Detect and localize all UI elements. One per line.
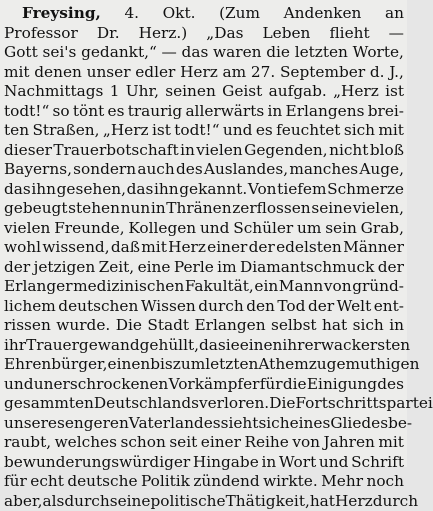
- article-word: gebeugt: [4, 199, 67, 219]
- article-word: unser: [87, 63, 131, 83]
- article-word: lichem: [4, 297, 56, 317]
- article-word: Wissen: [141, 297, 196, 317]
- article-word: bloß: [370, 141, 404, 161]
- article-word: Zeit,: [99, 258, 135, 278]
- article-word: Jahren: [324, 433, 375, 453]
- article-word: waren: [213, 43, 261, 63]
- article-word: der: [4, 258, 30, 278]
- article-word: ein: [254, 277, 278, 297]
- article-word: echt: [30, 472, 64, 492]
- article-word: manches: [289, 160, 358, 180]
- article-word: Freysing,: [4, 4, 101, 24]
- article-word: gründ-: [352, 277, 404, 297]
- article-word: Grab,: [361, 219, 404, 239]
- article-word: September: [280, 63, 365, 83]
- article-word: einen: [108, 355, 151, 375]
- article-word: wissend,: [42, 238, 109, 258]
- article-word: der: [308, 297, 334, 317]
- article-word: eines: [290, 414, 331, 434]
- article-word: be-: [388, 414, 412, 434]
- article-line: [4, 453, 404, 473]
- article-word: deutschen: [58, 297, 138, 317]
- article-word: die: [283, 375, 307, 395]
- article-word: in: [389, 316, 404, 336]
- article-word: unerschrockenen: [34, 375, 169, 395]
- article-word: sei's: [42, 43, 76, 63]
- article-word: sein: [325, 219, 357, 239]
- article-word: Freunde,: [54, 219, 124, 239]
- article-word: Herz.): [139, 24, 188, 44]
- article-word: eine: [138, 258, 171, 278]
- article-word: Schüler: [233, 219, 293, 239]
- article-word: bewunderungswürdiger: [4, 453, 190, 473]
- article-word: Andenken: [284, 4, 362, 24]
- article-line: [4, 316, 404, 336]
- article-word: Okt.: [163, 4, 196, 24]
- article-word: der: [249, 238, 275, 258]
- article-word: Herz: [168, 238, 206, 258]
- article-word: muthigen: [346, 355, 420, 375]
- article-word: an: [385, 4, 404, 24]
- article-word: Geist: [222, 82, 262, 102]
- article-line: [4, 4, 404, 24]
- article-word: Auslandes,: [204, 160, 288, 180]
- article-word: „Herz: [333, 82, 379, 102]
- article-word: medizinischen: [73, 277, 184, 297]
- article-line: [4, 258, 404, 278]
- article-word: sich: [353, 316, 384, 336]
- article-line: [4, 472, 404, 492]
- article-line: [4, 160, 404, 180]
- article-word: ihn: [154, 180, 179, 200]
- article-word: wirkte.: [263, 472, 318, 492]
- article-word: sieht: [221, 414, 259, 434]
- article-word: politische: [150, 492, 225, 511]
- article-line: [4, 199, 404, 219]
- article-word: Politik: [141, 472, 190, 492]
- article-word: das: [127, 180, 154, 200]
- article-word: denen: [34, 63, 82, 83]
- article-word: raubt,: [4, 433, 51, 453]
- article-line: [4, 492, 404, 511]
- article-word: ihn: [31, 180, 56, 200]
- article-word: Gegenden,: [244, 141, 328, 161]
- article-word: Perle: [174, 258, 214, 278]
- article-word: Deutschlands: [94, 394, 199, 414]
- article-line: [4, 433, 404, 453]
- article-word: feuchtet: [276, 121, 340, 141]
- article-word: und: [223, 121, 253, 141]
- article-word: den: [246, 297, 275, 317]
- article-word: sich: [258, 414, 289, 434]
- article-word: Stadt: [147, 316, 189, 336]
- article-word: einen: [240, 336, 283, 356]
- article-word: edelsten: [276, 238, 342, 258]
- article-word: todt!“: [174, 121, 219, 141]
- article-line: [4, 297, 404, 317]
- article-word: seine: [110, 492, 151, 511]
- article-word: Die: [269, 394, 295, 414]
- article-word: Trauergewand: [26, 336, 140, 356]
- article-word: schon: [120, 433, 165, 453]
- article-word: —: [162, 43, 177, 63]
- article-word: um: [297, 219, 321, 239]
- article-word: in: [261, 453, 276, 473]
- article-word: mit: [4, 63, 30, 83]
- article-line: [4, 238, 404, 258]
- article-word: zum: [173, 355, 205, 375]
- article-word: Gott: [4, 43, 38, 63]
- article-word: von: [292, 433, 320, 453]
- article-word: das: [4, 180, 31, 200]
- article-word: „Herz: [103, 121, 149, 141]
- article-word: letzten: [205, 355, 258, 375]
- article-word: gehüllt,: [140, 336, 199, 356]
- article-word: Männer: [343, 238, 404, 258]
- article-word: wurde.: [56, 316, 110, 336]
- article-word: Fortschrittspartei: [295, 394, 432, 414]
- article-word: gesehen,: [57, 180, 126, 200]
- article-word: Die: [116, 316, 142, 336]
- article-word: vielen,: [353, 199, 404, 219]
- article-word: in: [268, 102, 283, 122]
- article-word: Wort: [279, 453, 316, 473]
- article-word: Herz: [335, 492, 373, 511]
- article-word: welches: [55, 433, 117, 453]
- article-word: auch: [137, 160, 174, 180]
- article-word: da: [199, 336, 218, 356]
- article-line: [4, 414, 404, 434]
- article-word: als: [42, 492, 64, 511]
- article-line: [4, 82, 404, 102]
- article-word: Ehrenbürger,: [4, 355, 108, 375]
- article-word: 27.: [251, 63, 275, 83]
- article-word: Kollegen: [128, 219, 196, 239]
- article-word: Straßen,: [32, 121, 99, 141]
- article-word: Hingabe: [193, 453, 259, 473]
- article-word: allerwärts: [185, 102, 264, 122]
- article-word: hat: [322, 316, 347, 336]
- article-word: mit: [378, 121, 404, 141]
- article-word: Schmerze: [327, 180, 404, 200]
- article-word: durch: [64, 492, 109, 511]
- article-word: tiefem: [277, 180, 326, 200]
- article-word: ihr: [4, 336, 26, 356]
- article-word: Athemzuge: [258, 355, 345, 375]
- article-word: Erlangens: [286, 102, 365, 122]
- article-word: Dr.: [97, 24, 120, 44]
- article-word: todt!“: [4, 102, 49, 122]
- article-word: J.,: [389, 63, 404, 83]
- article-word: des: [377, 375, 404, 395]
- article-word: wackersten: [321, 336, 410, 356]
- article-word: im: [217, 258, 236, 278]
- article-word: es: [108, 102, 125, 122]
- article-word: gedankt,“: [81, 43, 157, 63]
- article-word: stehen: [68, 199, 120, 219]
- article-word: aber,: [4, 492, 42, 511]
- article-word: nun: [121, 199, 151, 219]
- article-word: die: [266, 43, 290, 63]
- article-word: Auge,: [359, 160, 404, 180]
- article-word: Einigung: [307, 375, 377, 395]
- article-word: Nachmittags: [4, 82, 103, 102]
- article-word: Mehr: [321, 472, 363, 492]
- article-word: ist: [385, 82, 404, 102]
- article-word: der: [378, 258, 404, 278]
- article-word: aufgab.: [269, 82, 327, 102]
- article-word: Fakultät,: [185, 277, 254, 297]
- article-word: Thätigkeit,: [226, 492, 310, 511]
- article-word: Worte,: [353, 43, 404, 63]
- article-word: hat: [310, 492, 335, 511]
- article-word: und: [319, 453, 349, 473]
- article-word: Thränen: [166, 199, 231, 219]
- article-word: Erlangen: [195, 316, 266, 336]
- article-word: gekannt.: [179, 180, 247, 200]
- article-word: für: [4, 472, 27, 492]
- article-word: jetzigen: [34, 258, 96, 278]
- article-line: [4, 24, 404, 44]
- article-word: wohl: [4, 238, 41, 258]
- article-word: zerflossen: [232, 199, 310, 219]
- article-word: seinen: [165, 82, 216, 102]
- article-word: nicht: [329, 141, 368, 161]
- article-text: [4, 4, 404, 511]
- article-word: einer: [207, 238, 247, 258]
- article-word: (Zum: [219, 4, 260, 24]
- article-line: [4, 277, 404, 297]
- article-word: so: [53, 102, 70, 122]
- article-word: edler: [135, 63, 175, 83]
- article-word: daß: [111, 238, 140, 258]
- article-word: —: [389, 24, 404, 44]
- article-word: vielen: [196, 141, 242, 161]
- article-word: Bayerns,: [4, 160, 72, 180]
- article-word: bis: [150, 355, 173, 375]
- article-word: letzten: [295, 43, 348, 63]
- article-word: sondern: [73, 160, 136, 180]
- article-word: des: [176, 160, 203, 180]
- article-word: verloren.: [199, 394, 269, 414]
- article-line: [4, 219, 404, 239]
- article-word: unseres: [4, 414, 65, 434]
- article-line: [4, 141, 404, 161]
- article-word: Professor: [4, 24, 78, 44]
- article-word: Schrift: [351, 453, 404, 473]
- article-word: Reihe: [244, 433, 288, 453]
- article-word: sich: [344, 121, 375, 141]
- article-word: und: [200, 219, 230, 239]
- article-word: Welt: [337, 297, 372, 317]
- article-word: Mann: [279, 277, 324, 297]
- article-word: noch: [366, 472, 403, 492]
- article-word: zündend: [193, 472, 259, 492]
- article-word: dieser: [4, 141, 52, 161]
- article-word: „Das: [206, 24, 243, 44]
- article-word: gesammten: [4, 394, 94, 414]
- article-word: Diamantschmuck: [240, 258, 374, 278]
- article-word: in: [151, 199, 166, 219]
- article-word: tönt: [73, 102, 104, 122]
- article-word: Erlanger: [4, 277, 73, 297]
- article-word: traurig: [128, 102, 182, 122]
- article-word: deutsche: [67, 472, 137, 492]
- article-word: das: [182, 43, 209, 63]
- article-word: d.: [370, 63, 385, 83]
- article-word: durch: [373, 492, 418, 511]
- article-line: [4, 336, 404, 356]
- article-word: Gliedes: [330, 414, 388, 434]
- article-word: 1: [110, 82, 120, 102]
- article-line: [4, 121, 404, 141]
- article-word: durch: [198, 297, 243, 317]
- article-word: es: [256, 121, 273, 141]
- article-word: seine: [311, 199, 352, 219]
- article-word: mit: [378, 433, 404, 453]
- article-word: rissen: [4, 316, 51, 336]
- article-word: ihrer: [282, 336, 320, 356]
- article-word: Vaterlandes: [129, 414, 221, 434]
- article-word: Uhr,: [126, 82, 159, 102]
- article-word: ten: [4, 121, 29, 141]
- article-line: [4, 43, 404, 63]
- article-line: [4, 180, 404, 200]
- article-line: [4, 63, 404, 83]
- article-line: [4, 102, 404, 122]
- article-word: vielen: [4, 219, 50, 239]
- article-word: sie: [218, 336, 240, 356]
- article-word: Vorkämpfer: [169, 375, 260, 395]
- article-word: ist: [152, 121, 171, 141]
- article-word: einer: [201, 433, 241, 453]
- article-word: von: [324, 277, 352, 297]
- article-line: [4, 375, 404, 395]
- article-word: ent-: [374, 297, 404, 317]
- article-word: mit: [141, 238, 167, 258]
- article-word: Von: [248, 180, 277, 200]
- article-word: am: [223, 63, 247, 83]
- article-word: in: [180, 141, 195, 161]
- article-line: [4, 355, 404, 375]
- article-word: Tod: [277, 297, 305, 317]
- article-word: für: [260, 375, 283, 395]
- article-word: Leben: [263, 24, 311, 44]
- article-line: [4, 394, 404, 414]
- article-word: flieht: [329, 24, 369, 44]
- article-word: brei-: [368, 102, 404, 122]
- article-word: engeren: [65, 414, 129, 434]
- article-word: seit: [169, 433, 197, 453]
- article-word: und: [4, 375, 34, 395]
- article-word: Trauerbotschaft: [53, 141, 178, 161]
- article-word: 4.: [124, 4, 139, 24]
- article-word: selbst: [271, 316, 317, 336]
- article-word: Herz: [180, 63, 218, 83]
